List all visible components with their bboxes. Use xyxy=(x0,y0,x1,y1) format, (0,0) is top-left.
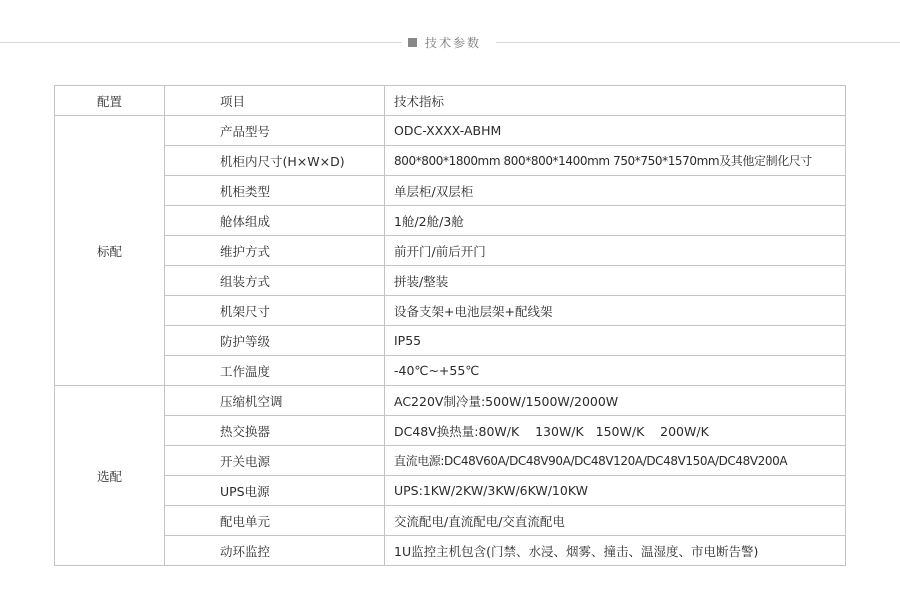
table-row xyxy=(55,416,846,446)
row-item: 工作温度 xyxy=(165,356,385,386)
row-value: 直流电源:DC48V60A/DC48V90A/DC48V120A/DC48V150A/DC48V200A xyxy=(385,446,846,476)
row-value: 交流配电/直流配电/交直流配电 xyxy=(385,506,846,536)
row-value: DC48V换热量:80W/K 130W/K 150W/K 200W/K xyxy=(385,416,846,446)
row-value: 拼装/整装 xyxy=(385,266,846,296)
row-value: 设备支架+电池层架+配线架 xyxy=(385,296,846,326)
spec-table xyxy=(54,85,846,566)
table-row xyxy=(55,116,846,146)
row-value: 800*800*1800mm 800*800*1400mm 750*750*1570mm及其他定制化尺寸 xyxy=(385,146,846,176)
row-value: ODC-XXXX-ABHM xyxy=(385,116,846,146)
row-item: 配电单元 xyxy=(165,506,385,536)
table-row xyxy=(55,266,846,296)
heading-label xyxy=(408,33,481,51)
table-row xyxy=(55,146,846,176)
table-row xyxy=(55,356,846,386)
table-row xyxy=(55,386,846,416)
row-item: 舱体组成 xyxy=(165,206,385,236)
row-value: 单层柜/双层柜 xyxy=(385,176,846,206)
heading-rule-left xyxy=(0,42,402,43)
row-item: UPS电源 xyxy=(165,476,385,506)
row-item: 热交换器 xyxy=(165,416,385,446)
row-item: 组装方式 xyxy=(165,266,385,296)
row-value: 前开门/前后开门 xyxy=(385,236,846,266)
header-value: 技术指标 xyxy=(385,86,846,116)
row-item: 机柜类型 xyxy=(165,176,385,206)
row-item: 机架尺寸 xyxy=(165,296,385,326)
row-item: 维护方式 xyxy=(165,236,385,266)
section-heading xyxy=(0,33,900,51)
section-title: 技术参数 xyxy=(425,35,482,50)
square-bullet-icon xyxy=(408,38,417,47)
row-value: 1U监控主机包含(门禁、水浸、烟雾、撞击、温湿度、市电断告警) xyxy=(385,536,846,566)
heading-rule-right xyxy=(496,42,900,43)
header-config: 配置 xyxy=(55,86,165,116)
table-row xyxy=(55,236,846,266)
table-row xyxy=(55,296,846,326)
table-row xyxy=(55,476,846,506)
row-item: 压缩机空调 xyxy=(165,386,385,416)
row-value: AC220V制冷量:500W/1500W/2000W xyxy=(385,386,846,416)
row-value: UPS:1KW/2KW/3KW/6KW/10KW xyxy=(385,476,846,506)
row-value: -40℃~+55℃ xyxy=(385,356,846,386)
row-item: 机柜内尺寸(H×W×D) xyxy=(165,146,385,176)
table-row xyxy=(55,206,846,236)
table-row xyxy=(55,506,846,536)
table-row xyxy=(55,176,846,206)
config-standard: 标配 xyxy=(55,116,165,386)
row-value: 1舱/2舱/3舱 xyxy=(385,206,846,236)
row-value: IP55 xyxy=(385,326,846,356)
table-row xyxy=(55,536,846,566)
row-item: 开关电源 xyxy=(165,446,385,476)
table-header-row xyxy=(55,86,846,116)
row-item: 动环监控 xyxy=(165,536,385,566)
config-optional: 选配 xyxy=(55,386,165,566)
table-row xyxy=(55,446,846,476)
header-item: 项目 xyxy=(165,86,385,116)
table-row xyxy=(55,326,846,356)
row-item: 防护等级 xyxy=(165,326,385,356)
row-item: 产品型号 xyxy=(165,116,385,146)
